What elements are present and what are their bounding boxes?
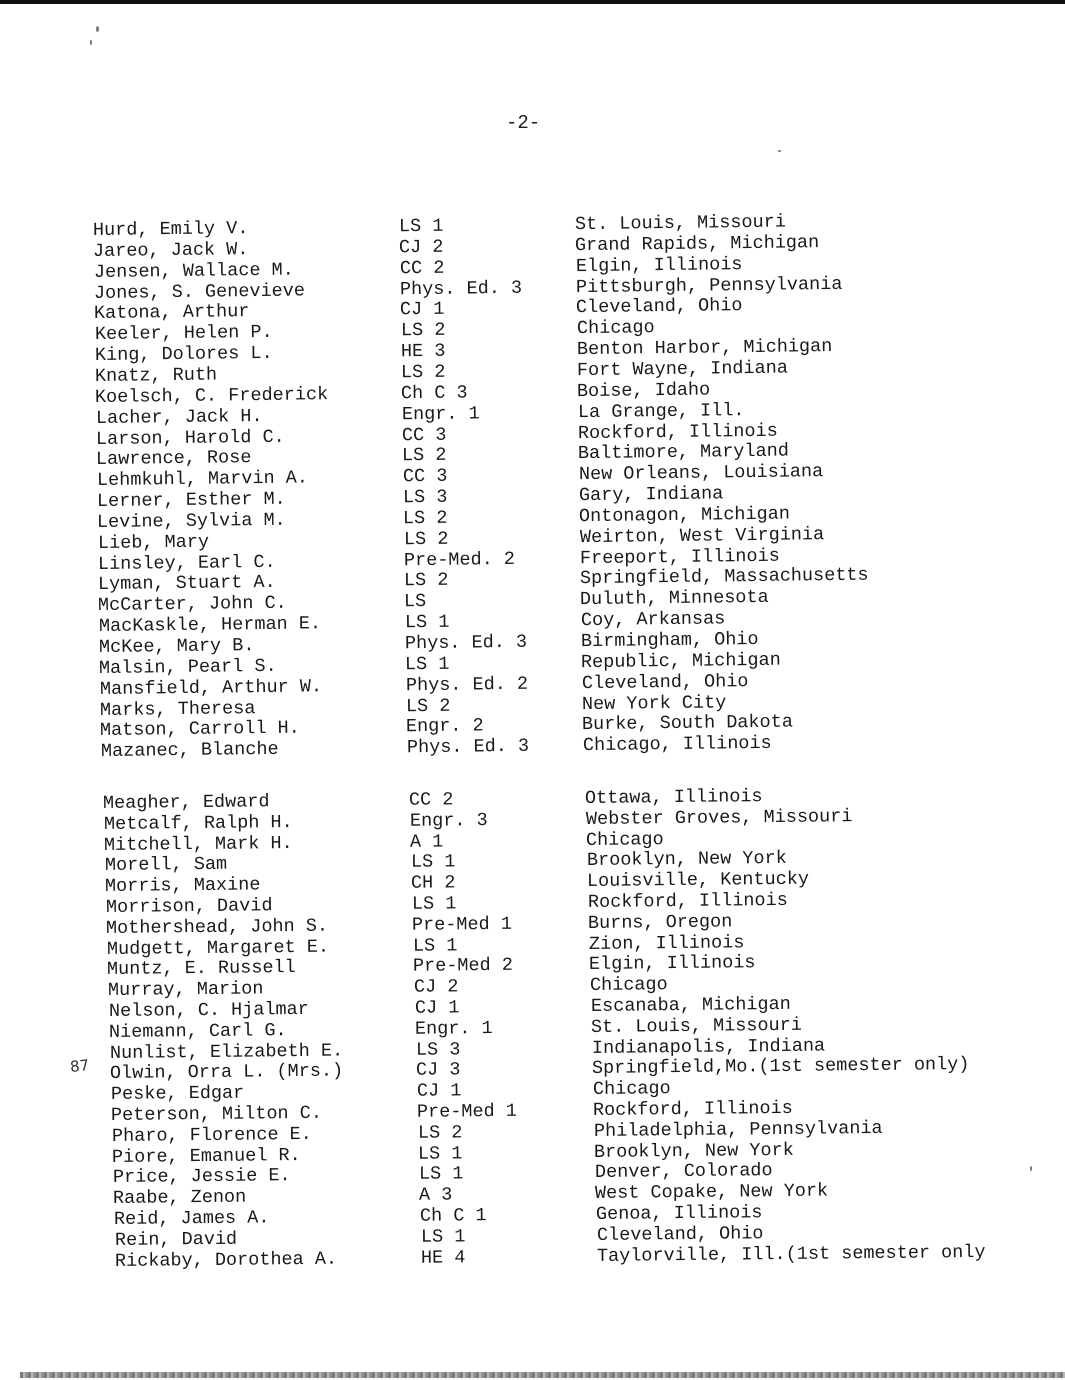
home-town: Cleveland, Ohio <box>576 295 743 319</box>
student-name: Hurd, Emily V. <box>92 218 249 241</box>
home-town: Brooklyn, New York <box>594 1139 795 1163</box>
home-town: Indianapolis, Indiana <box>591 1035 825 1059</box>
course-code: Ch C 1 <box>419 1205 487 1227</box>
student-name: Muntz, E. Russell <box>107 957 297 981</box>
course-code: HE 4 <box>420 1246 466 1269</box>
student-name: McCarter, John C. <box>98 592 288 617</box>
course-code: LS 1 <box>412 934 458 957</box>
home-town: Chicago <box>585 828 664 851</box>
course-code: LS 2 <box>403 528 449 551</box>
scan-speck <box>1030 1166 1032 1171</box>
student-name: Lieb, Mary <box>97 531 209 554</box>
course-code: LS 2 <box>400 319 446 342</box>
student-name: Price, Jessie E. <box>112 1165 291 1189</box>
student-name: Lerner, Esther M. <box>96 488 286 513</box>
home-town: Zion, Illinois <box>588 931 745 955</box>
home-town: Louisville, Kentucky <box>587 868 810 893</box>
course-code: LS 1 <box>398 215 444 238</box>
home-town: Chicago <box>589 974 668 997</box>
course-code: Engr. 1 <box>401 402 480 425</box>
home-town: Taylorville, Ill.(1st semester only <box>596 1241 986 1267</box>
scan-speck <box>778 150 781 152</box>
home-town: Elgin, Illinois <box>575 253 743 277</box>
course-code: A 1 <box>409 831 444 853</box>
home-town: Chicago <box>576 317 655 340</box>
home-town: St. Louis, Missouri <box>590 1014 803 1038</box>
home-town: Baltimore, Maryland <box>578 440 790 465</box>
course-code: Pre-Med 2 <box>413 955 514 978</box>
home-town: Philadelphia, Pennsylvania <box>593 1117 883 1142</box>
home-town: Freeport, Illinois <box>579 545 780 569</box>
course-code: Phys. Ed. 3 <box>406 736 529 759</box>
home-town: Rockford, Illinois <box>593 1097 794 1121</box>
student-name: Jones, S. Genevieve <box>93 279 305 304</box>
student-name: Olwin, Orra L. (Mrs.) <box>110 1060 344 1085</box>
course-code: LS 1 <box>418 1163 464 1186</box>
home-town: Brooklyn, New York <box>586 848 787 872</box>
student-name: Nelson, C. Hjalmar <box>108 998 309 1022</box>
student-name: Koelsch, C. Frederick <box>95 383 329 408</box>
student-name: Piore, Emanuel R. <box>112 1144 302 1168</box>
course-code: Phys. Ed. 3 <box>404 631 528 655</box>
home-town: Cleveland, Ohio <box>596 1223 764 1246</box>
home-town: New Orleans, Louisiana <box>578 461 823 486</box>
course-code: Pre-Med 1 <box>417 1100 518 1123</box>
page-bottom-edge <box>20 1372 1065 1378</box>
student-name: Mothershead, John S. <box>106 915 329 939</box>
home-town: New York City <box>581 691 727 715</box>
student-name: MacKaskle, Herman E. <box>98 613 321 638</box>
course-code: LS 2 <box>400 361 446 384</box>
home-town: Burke, South Dakota <box>582 711 794 736</box>
margin-note: 87 <box>69 1056 90 1076</box>
course-code: CJ 1 <box>414 997 460 1019</box>
student-name: Peske, Edgar <box>110 1082 245 1106</box>
student-name: Katona, Arthur <box>94 301 250 325</box>
course-code: LS 3 <box>402 486 448 509</box>
course-code: Pre-Med. 2 <box>403 548 515 571</box>
course-code: CJ 2 <box>413 976 459 998</box>
course-code: Phys. Ed. 3 <box>399 277 523 300</box>
home-town: Gary, Indiana <box>578 483 724 507</box>
home-town: Rockford, Illinois <box>587 889 788 913</box>
student-name: Meagher, Edward <box>102 791 270 814</box>
student-name: Linsley, Earl C. <box>97 551 276 575</box>
student-name: Mitchell, Mark H. <box>103 832 293 856</box>
home-town: Springfield,Mo.(1st semester only) <box>591 1054 970 1080</box>
course-code: LS 1 <box>411 893 457 915</box>
course-code: CC 2 <box>399 257 445 279</box>
student-name: Keeler, Helen P. <box>94 322 273 346</box>
student-name: Lyman, Stuart A. <box>97 572 276 596</box>
student-name: Mansfield, Arthur W. <box>99 675 322 700</box>
course-code: Ch C 3 <box>401 382 469 405</box>
home-town: Weirton, West Virginia <box>579 523 824 548</box>
page-number: -2- <box>506 112 541 134</box>
home-town: Escanaba, Michigan <box>590 993 791 1017</box>
student-name: Larson, Harold C. <box>95 426 285 450</box>
home-town: Boise, Idaho <box>577 379 711 402</box>
home-town: Chicago <box>592 1078 671 1101</box>
home-town: Rockford, Illinois <box>577 420 778 444</box>
student-name: Morell, Sam <box>104 854 227 877</box>
student-name: Raabe, Zenon <box>113 1186 247 1210</box>
course-code: CC 2 <box>408 789 454 811</box>
home-town: West Copake, New York <box>595 1180 829 1205</box>
course-code: Pre-Med 1 <box>412 913 513 936</box>
student-name: Murray, Marion <box>107 978 264 1002</box>
student-name: Peterson, Milton C. <box>111 1102 323 1126</box>
home-town: Republic, Michigan <box>581 649 782 673</box>
student-name: Jensen, Wallace M. <box>93 259 294 283</box>
course-code: Engr. 2 <box>406 715 484 738</box>
student-name: Niemann, Carl G. <box>108 1019 287 1043</box>
home-town: Webster Groves, Missouri <box>585 805 853 830</box>
student-name: Rein, David <box>114 1228 237 1251</box>
home-town: Chicago, Illinois <box>582 733 772 757</box>
student-name: Morrison, David <box>105 895 273 918</box>
student-name: Malsin, Pearl S. <box>99 655 278 679</box>
student-name: Nunlist, Elizabeth E. <box>109 1040 343 1064</box>
course-code: CC 3 <box>401 424 447 446</box>
home-town: Denver, Colorado <box>594 1160 773 1184</box>
course-code: A 3 <box>419 1184 453 1206</box>
student-name: Jareo, Jack W. <box>93 238 249 262</box>
home-town: Fort Wayne, Indiana <box>576 357 789 382</box>
course-code: LS 1 <box>404 611 450 634</box>
student-name: Lawrence, Rose <box>96 447 252 471</box>
course-code: LS 2 <box>417 1122 463 1144</box>
course-code: LS 2 <box>403 507 448 530</box>
course-code: LS 2 <box>403 570 449 592</box>
home-town: St. Louis, Missouri <box>574 211 787 236</box>
course-code: CC 3 <box>402 465 448 488</box>
course-code: Engr. 3 <box>409 809 488 832</box>
course-code: CH 2 <box>411 872 456 894</box>
course-code: LS <box>404 591 427 613</box>
course-code: CJ 2 <box>399 236 444 259</box>
course-code: Engr. 1 <box>414 1017 493 1040</box>
student-name: McKee, Mary B. <box>98 635 255 658</box>
student-name: Mudgett, Margaret E. <box>106 936 329 960</box>
course-code: LS 1 <box>418 1142 463 1165</box>
home-town: Springfield, Massachusetts <box>579 565 869 590</box>
course-code: CJ 1 <box>416 1080 462 1102</box>
scan-speck <box>90 40 92 45</box>
course-code: HE 3 <box>400 340 446 363</box>
course-code: LS 3 <box>415 1038 461 1061</box>
student-name: King, Dolores L. <box>94 342 273 367</box>
student-name: Reid, James A. <box>113 1207 270 1230</box>
student-name: Lacher, Jack H. <box>95 405 263 429</box>
home-town: Ontonagon, Michigan <box>579 503 791 528</box>
student-name: Lehmkuhl, Marvin A. <box>96 467 308 492</box>
course-code: LS 2 <box>402 445 447 467</box>
course-code: Phys. Ed. 2 <box>405 673 528 696</box>
course-code: CJ 1 <box>400 299 445 321</box>
student-name: Morris, Maxine <box>105 874 261 898</box>
home-town: Duluth, Minnesota <box>580 587 770 611</box>
course-code: LS 1 <box>420 1226 466 1248</box>
student-name: Matson, Carroll H. <box>100 717 301 742</box>
course-code: LS 1 <box>410 851 456 874</box>
student-name: Rickaby, Dorothea A. <box>114 1248 338 1272</box>
home-town: Pittsburgh, Pennsylvania <box>575 273 843 298</box>
home-town: Cleveland, Ohio <box>581 670 749 694</box>
scan-speck <box>96 26 99 32</box>
home-town: Coy, Arkansas <box>580 608 726 632</box>
course-code: LS 2 <box>405 695 451 717</box>
home-town: Birmingham, Ohio <box>580 628 759 653</box>
home-town: Burns, Oregon <box>588 911 733 934</box>
course-code: LS 1 <box>405 653 450 676</box>
home-town: Elgin, Illinois <box>589 952 756 976</box>
student-name: Marks, Theresa <box>99 697 256 721</box>
student-name: Metcalf, Ralph H. <box>103 811 293 835</box>
home-town: La Grange, Ill. <box>577 399 745 423</box>
home-town: Benton Harbor, Michigan <box>576 336 833 361</box>
home-town: Genoa, Illinois <box>595 1202 763 1225</box>
home-town: Grand Rapids, Michigan <box>575 231 820 256</box>
student-name: Knatz, Ruth <box>94 364 218 387</box>
course-code: CJ 3 <box>416 1059 461 1082</box>
student-name: Levine, Sylvia M. <box>97 509 287 533</box>
home-town: Ottawa, Illinois <box>584 786 763 809</box>
student-name: Pharo, Florence E. <box>111 1123 312 1147</box>
student-name: Mazanec, Blanche <box>100 739 279 763</box>
